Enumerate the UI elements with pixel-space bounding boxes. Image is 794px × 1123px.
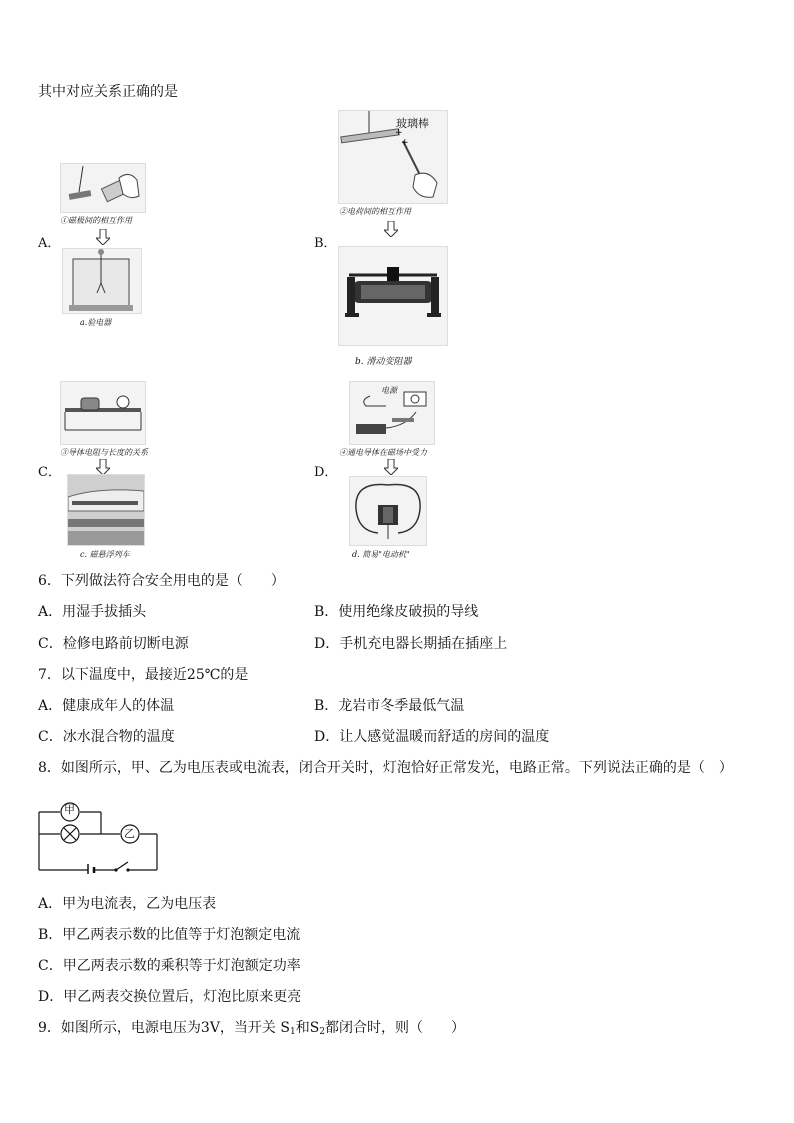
option-c-label: C． <box>38 465 61 480</box>
resistance-length-figure <box>60 381 146 445</box>
caption-4: ④通电导体在磁场中受力 <box>339 448 427 457</box>
caption-c: c. 磁悬浮列车 <box>80 550 130 559</box>
option-b-label: B． <box>314 236 337 251</box>
q7-stem: 7．以下温度中，最接近25℃的是 <box>38 667 249 683</box>
caption-1: ①磁极间的相互作用 <box>60 216 132 225</box>
q8-option-b: B．甲乙两表示数的比值等于灯泡额定电流 <box>38 927 301 943</box>
down-arrow-icon <box>96 229 110 245</box>
simple-motor-figure <box>349 476 427 546</box>
down-arrow-icon <box>384 459 398 475</box>
q6-option-a: A．用湿手拔插头 <box>38 604 147 620</box>
caption-2: ②电荷间的相互作用 <box>339 207 411 216</box>
q7-option-c: C．冰水混合物的温度 <box>38 729 175 745</box>
caption-a: a.验电器 <box>80 318 112 327</box>
option-d-label: D． <box>314 465 338 480</box>
glass-rod-figure <box>338 110 448 204</box>
q9-stem-mid: 和S <box>295 1020 320 1036</box>
meter-1-label: 甲 <box>64 803 75 816</box>
q8-stem: 8．如图所示，甲、乙为电压表或电流表，闭合开关时，灯泡恰好正常发光，电路正常。下列说法正确的是（ ） <box>38 760 733 776</box>
svg-text:+: + <box>395 128 403 138</box>
magnet-figure <box>60 163 146 213</box>
q6-stem: 6．下列做法符合安全用电的是（ ） <box>38 573 285 589</box>
q8-option-d: D．甲乙两表交换位置后，灯泡比原来更亮 <box>38 989 302 1005</box>
caption-d: d. 简易"电动机" <box>352 550 410 559</box>
q6-option-b: B．使用绝缘皮破损的导线 <box>314 604 479 620</box>
q9-sub-2: 2 <box>319 1027 326 1037</box>
rheostat-figure <box>338 246 448 346</box>
down-arrow-icon <box>96 459 110 475</box>
q9-stem-pre: 9．如图所示，电源电压为3V，当开关 S <box>38 1020 290 1036</box>
power-label: 电源 <box>381 386 397 395</box>
q9-sub-1: 1 <box>289 1027 296 1037</box>
q8-option-a: A．甲为电流表，乙为电压表 <box>38 896 217 912</box>
glass-rod-label: 玻璃棒 <box>396 117 429 130</box>
caption-3: ③导体电阻与长度的关系 <box>60 448 148 457</box>
intro-text: 其中对应关系正确的是 <box>38 84 178 100</box>
q9-stem <box>38 1019 465 1041</box>
option-a-label: A． <box>38 236 61 251</box>
electroscope-figure <box>62 248 142 314</box>
svg-text:+: + <box>401 138 409 148</box>
q7-option-b: B．龙岩市冬季最低气温 <box>314 698 465 714</box>
down-arrow-icon <box>384 221 398 237</box>
maglev-train-figure <box>67 474 145 546</box>
meter-2-label: 乙 <box>124 827 135 840</box>
q9-stem-post: 都闭合时，则（ ） <box>325 1020 466 1036</box>
caption-b: b. 滑动变阻器 <box>355 357 412 367</box>
q7-option-d: D．让人感觉温暖而舒适的房间的温度 <box>314 729 550 745</box>
q7-option-a: A．健康成年人的体温 <box>38 698 175 714</box>
q6-option-d: D．手机充电器长期插在插座上 <box>314 636 508 652</box>
q8-option-c: C．甲乙两表示数的乘积等于灯泡额定功率 <box>38 958 301 974</box>
q8-circuit-diagram <box>36 794 160 874</box>
q6-option-c: C．检修电路前切断电源 <box>38 636 189 652</box>
